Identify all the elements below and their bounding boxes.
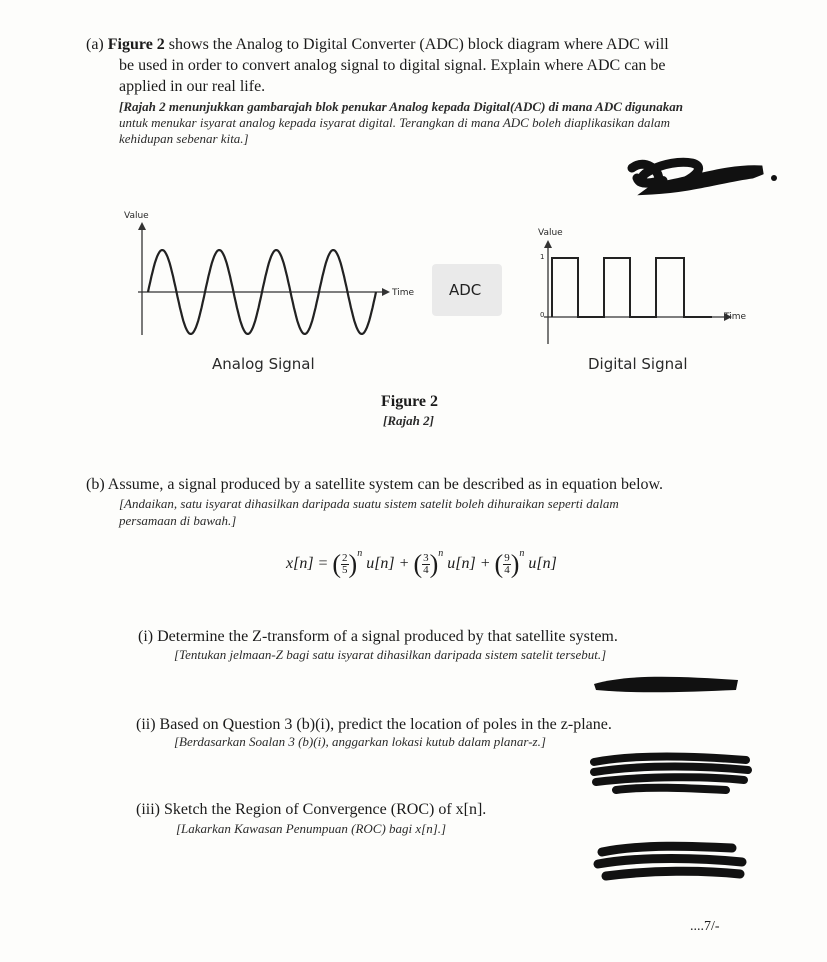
part-a-label: (a)	[86, 36, 104, 53]
part-a-text-line2: be used in order to convert analog signal to digital signal. Explain where ADC can be	[119, 57, 666, 74]
digital-tick-1: 1	[540, 253, 545, 261]
figure-caption-ms: [Rajah 2]	[383, 413, 434, 428]
term-1-num: 2	[342, 551, 348, 564]
subq-iii-text	[136, 801, 486, 818]
subq-ii-ms: [Berdasarkan Soalan 3 (b)(i), anggarkan lokasi kutub dalam planar-z.]	[174, 734, 546, 749]
digital-square-wave	[552, 258, 712, 317]
redaction-mark-i	[588, 668, 748, 698]
equation-lhs: x[n] =	[286, 555, 329, 572]
term-1-den: 5	[342, 563, 348, 576]
page-marker: ....7/-	[690, 919, 720, 934]
part-b-ms-line1: [Andaikan, satu isyarat dihasilkan daripada suatu sistem satelit boleh dihuraikan seperti dalam	[119, 496, 619, 511]
subq-i-ms: [Tentukan jelmaan-Z bagi satu isyarat dihasilkan daripada sistem satelit tersebut.]	[174, 647, 607, 662]
equation-term-2-fraction	[422, 553, 430, 576]
subq-iii-text-en: Sketch the Region of Convergence (ROC) of x[n].	[164, 801, 487, 818]
part-a-ms-line3: kehidupan sebenar kita.]	[119, 131, 249, 146]
analog-time-label: Time	[392, 288, 415, 298]
term-2-num: 3	[423, 551, 429, 564]
equation-term-3-fraction	[503, 553, 511, 576]
digital-caption: Digital Signal	[588, 355, 688, 373]
digital-signal-plot	[530, 228, 760, 348]
part-b-text	[86, 476, 663, 493]
analog-y-arrow	[138, 222, 146, 230]
subq-iii-ms: [Lakarkan Kawasan Penumpuan (ROC) bagi x[n].]	[176, 821, 447, 836]
digital-time-label: Time	[724, 312, 747, 322]
part-a-text-line3: applied in our real life.	[119, 78, 266, 95]
term-2-tail: u[n] +	[447, 555, 491, 572]
part-a-line1-rest: shows the Analog to Digital Converter (ADC) block diagram where ADC will	[164, 36, 669, 53]
analog-signal-plot	[118, 210, 418, 370]
term-3-exp: n	[519, 548, 525, 559]
term-3-den: 4	[504, 563, 510, 576]
part-a-ms-line1	[119, 99, 683, 114]
part-b-ms-line2: persamaan di bawah.]	[119, 513, 237, 528]
subq-ii-label: (ii)	[136, 716, 156, 733]
figure-caption-en: Figure 2	[381, 393, 439, 410]
redaction-scribble	[622, 148, 782, 198]
part-b-label: (b)	[86, 476, 105, 493]
equation-term-1-fraction	[341, 553, 349, 576]
term-1-exp: n	[357, 548, 363, 559]
subq-iii-label: (iii)	[136, 801, 160, 818]
subq-i-text	[138, 628, 618, 645]
term-3-tail: u[n]	[528, 555, 557, 572]
part-a-ms-line1-text: [Rajah 2 menunjukkan gambarajah blok penukar Analog kepada Digital(ADC) di mana ADC digunakan	[119, 99, 683, 114]
digital-tick-0: 0	[540, 311, 545, 319]
analog-value-label: Value	[124, 211, 149, 221]
subq-i-label: (i)	[138, 628, 154, 645]
digital-y-arrow	[544, 240, 552, 248]
analog-caption: Analog Signal	[212, 355, 315, 373]
adc-label: ADC	[449, 281, 482, 299]
term-1-tail: u[n] +	[366, 555, 410, 572]
term-3-num: 9	[504, 551, 510, 564]
part-b-text-en: Assume, a signal produced by a satellite system can be described as in equation below.	[107, 476, 664, 493]
part-a-text-line1	[86, 36, 669, 53]
subq-ii-text-en: Based on Question 3 (b)(i), predict the location of poles in the z-plane.	[159, 716, 612, 733]
term-2-den: 4	[423, 563, 429, 576]
figure-ref: Figure 2	[107, 36, 165, 53]
redaction-mark-ii	[586, 750, 756, 800]
subq-i-text-en: Determine the Z-transform of a signal produced by that satellite system.	[157, 628, 618, 645]
digital-value-label: Value	[538, 228, 563, 238]
subq-ii-text	[136, 716, 612, 733]
adc-block	[432, 264, 502, 316]
term-2-exp: n	[438, 548, 444, 559]
redaction-mark-iii	[592, 838, 752, 888]
part-a-ms-line2: untuk menukar isyarat analog kepada isyarat digital. Terangkan di mana ADC boleh diaplikasikan dalam	[119, 115, 671, 130]
signal-equation: x[n] = ( $\frac{2}{5}$ )$^n$ u[n] + ( $\frac{3}{4}$ )$^n$ u[n] + ( $\frac{9}{4}$ )$^n$ u[n]	[286, 548, 557, 579]
analog-x-arrow	[382, 288, 390, 296]
